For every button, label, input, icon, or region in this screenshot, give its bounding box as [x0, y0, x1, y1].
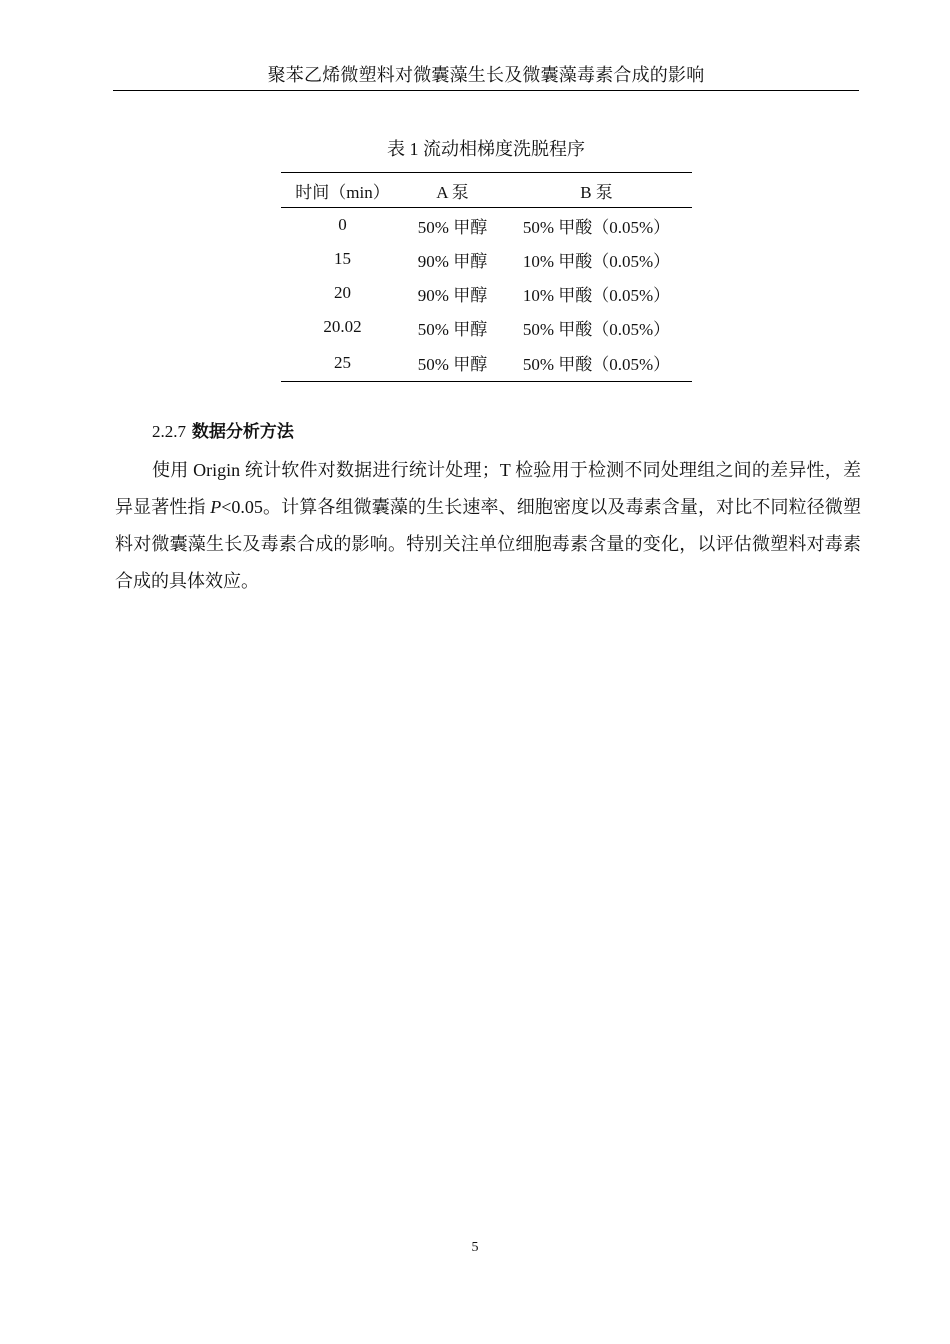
cell-pump-b: 50% 甲酸（0.05%） [522, 319, 671, 339]
paragraph-text-part1: 使用 Origin 统计软件对数据进行统计处理；T 检验用于检测不同处理组之间的差异性，差异显著性指 [115, 460, 861, 517]
p-value-symbol: P [210, 497, 222, 517]
column-header-pump-b: B 泵 [501, 173, 692, 208]
table-row [281, 208, 692, 243]
table-row [281, 344, 692, 382]
cell-time: 20 [334, 283, 351, 302]
page-number: 5 [471, 1240, 479, 1255]
cell-pump-a: 50% 甲醇 [404, 344, 501, 382]
table-row [281, 242, 692, 276]
section-title: 数据分析方法 [191, 422, 294, 442]
cell-time: 0 [338, 215, 347, 234]
table-row [281, 276, 692, 310]
cell-time: 25 [281, 344, 404, 382]
cell-pump-b: 50% 甲酸（0.05%） [501, 344, 692, 382]
cell-time: 20.02 [323, 317, 362, 336]
cell-pump-a: 90% 甲醇 [417, 285, 488, 305]
column-header-time: 时间（min） [281, 173, 404, 208]
table-row [281, 310, 692, 344]
cell-time: 15 [334, 249, 351, 268]
cell-pump-b: 50% 甲酸（0.05%） [522, 217, 671, 237]
section-heading [152, 420, 294, 444]
running-header: 聚苯乙烯微塑料对微囊藻生长及微囊藻毒素合成的影响 [113, 62, 859, 91]
column-header-pump-a: A 泵 [404, 173, 501, 208]
cell-pump-b: 10% 甲酸（0.05%） [522, 285, 671, 305]
body-paragraph [115, 452, 861, 600]
table-caption: 表 1 流动相梯度洗脱程序 [387, 139, 585, 159]
cell-pump-a: 50% 甲醇 [417, 319, 488, 339]
section-number: 2.2.7 [152, 422, 186, 441]
table-header-row [281, 173, 692, 208]
gradient-elution-table [281, 172, 692, 382]
cell-pump-a: 50% 甲醇 [417, 217, 488, 237]
cell-pump-a: 90% 甲醇 [417, 251, 488, 271]
paragraph-text-part2: <0.05。计算各组微囊藻的生长速率、细胞密度以及毒素含量，对比不同粒径微塑料对微囊藻生长及毒素合成的影响。特别关注单位细胞毒素含量的变化，以评估微塑料对毒素合成的具体效应。 [115, 497, 861, 591]
cell-pump-b: 10% 甲酸（0.05%） [522, 251, 671, 271]
